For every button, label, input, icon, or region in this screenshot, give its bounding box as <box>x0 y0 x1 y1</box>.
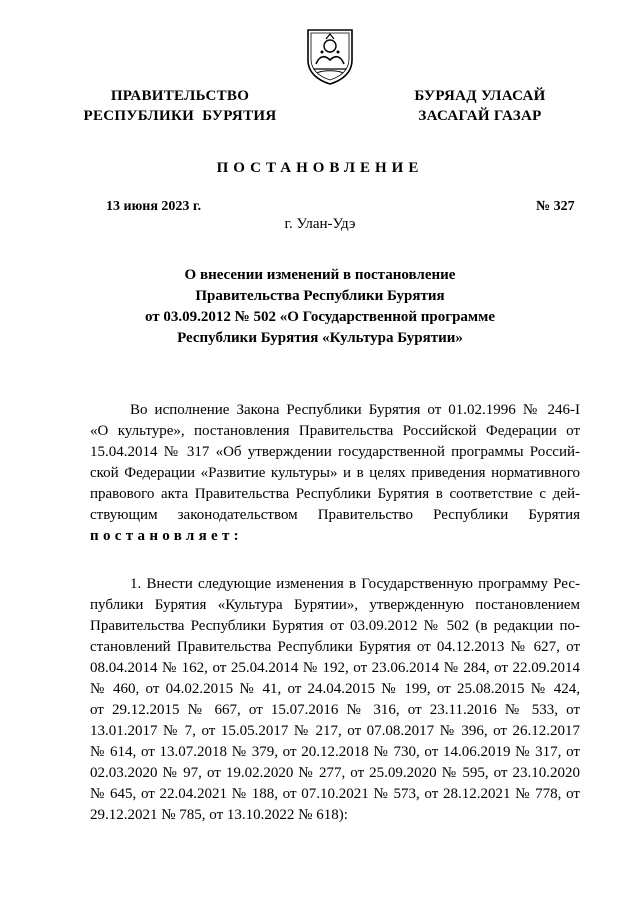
item1-paragraph <box>90 574 580 826</box>
text-line: Во исполнение Закона Республики Бурятия от 01.02.1996 № 246-I <box>130 402 580 418</box>
title-line: Республики Бурятия «Культура Бурятии» <box>177 330 463 346</box>
text-line: правового акта Правительства Республики Бурятия в соответствие с дей- <box>90 486 580 502</box>
text-line: № 460, от 04.02.2015 № 41, от 24.04.2015 № 199, от 25.08.2015 № 424, <box>90 681 580 697</box>
document-date: 13 июня 2023 г. <box>106 199 202 214</box>
text-line: 15.04.2014 № 317 «Об утверждении государственной программы Россий- <box>90 444 580 460</box>
preamble-paragraph <box>90 400 580 547</box>
text-line: ской Федерации «Развитие культуры» и в целях приведения нормативного <box>90 465 580 481</box>
coat-of-arms-emblem <box>302 26 358 86</box>
text-line: 08.04.2014 № 162, от 25.04.2014 № 192, от 23.06.2014 № 284, от 22.09.2014 <box>90 660 580 676</box>
text-line: Правительства Республики Бурятия от 03.09.2012 № 502 (в редакции по- <box>90 618 580 634</box>
text-line: № 645, от 22.04.2021 № 188, от 07.10.2021 № 573, от 28.12.2021 № 778, от <box>90 786 580 802</box>
header-right <box>375 86 585 126</box>
text-line: 29.12.2021 № 785, от 13.10.2022 № 618): <box>90 807 348 823</box>
text-line: от 29.12.2015 № 667, от 15.07.2016 № 316, от 23.11.2016 № 533, от <box>90 702 580 718</box>
header-right-line1: БУРЯАД УЛАСАЙ <box>414 88 546 104</box>
header-left <box>60 86 300 126</box>
text-line: 02.03.2020 № 97, от 19.02.2020 № 277, от 25.09.2020 № 595, от 23.10.2020 <box>90 765 580 781</box>
text-line: 13.01.2017 № 7, от 15.05.2017 № 217, от 07.08.2017 № 396, от 26.12.2017 <box>90 723 580 739</box>
document-title <box>90 265 550 349</box>
title-line: от 03.09.2012 № 502 «О Государственной программе <box>144 309 496 325</box>
document-city: г. Улан-Удэ <box>284 216 356 232</box>
text-line: 1. Внести следующие изменения в Государственную программу Рес- <box>130 576 580 592</box>
document-number: № 327 <box>536 199 575 214</box>
text-line: ствующим законодательством Правительство Республики Бурятия <box>90 507 580 523</box>
text-line: становлений Правительства Республики Бурятия от 04.12.2013 № 627, от <box>90 639 580 655</box>
text-line: публики Бурятия «Культура Бурятии», утвержденную постановлением <box>90 597 580 613</box>
header-left-line1: ПРАВИТЕЛЬСТВО <box>110 88 250 104</box>
resolves-word: постановляет: <box>90 528 243 544</box>
title-line: О внесении изменений в постановление <box>184 267 456 283</box>
document-type: ПОСТАНОВЛЕНИЕ <box>216 160 424 176</box>
header-left-line2: РЕСПУБЛИКИ БУРЯТИЯ <box>83 108 277 124</box>
text-line: «О культуре», постановления Правительства Российской Федерации от <box>90 423 580 439</box>
title-line: Правительства Республики Бурятия <box>195 288 445 304</box>
header-right-line2: ЗАСАГАЙ ГАЗАР <box>418 108 542 124</box>
text-line: № 614, от 13.07.2018 № 379, от 20.12.2018 № 730, от 14.06.2019 № 317, от <box>90 744 580 760</box>
